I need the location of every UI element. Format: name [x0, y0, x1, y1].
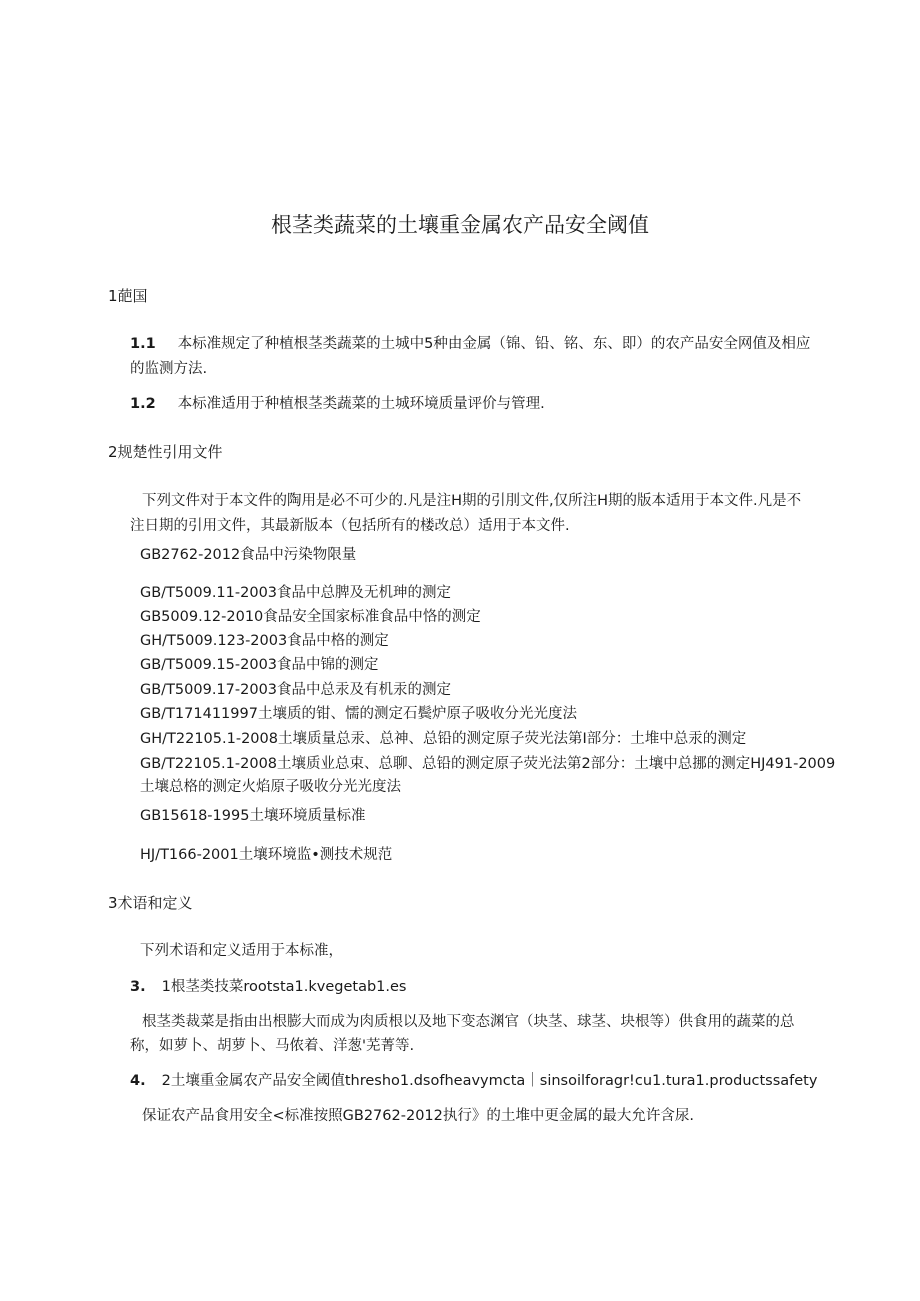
section-1-heading: 1葩国	[108, 287, 148, 305]
reference-item: GB5009.12-2010食品安全国家标准食品中恪的测定	[140, 609, 481, 625]
reference-item: GB/T5009.17-2003食品中总汞及有机汞的测定	[140, 682, 452, 698]
term-number: 4.	[130, 1073, 146, 1089]
reference-item: 土壤总格的测定火焰原子吸收分光光度法	[140, 779, 401, 795]
reference-item: GH/T22105.1-2008土壤质量总汞、总神、总铅的测定原子荧光法第I部分：土堆中总汞的测定	[140, 731, 747, 747]
term-3-1-definition-line-2: 称，如萝卜、胡萝卜、马侬着、洋葱'芜菁等.	[130, 1038, 415, 1054]
term-number: 3.	[130, 979, 146, 995]
reference-item: GH/T5009.123-2003食品中格的测定	[140, 633, 389, 649]
term-label: 2土壤重金属农产品安全阈值thresho1.dsofheavymcta｜sinsoilforagr!cu1.tura1.productssafety	[161, 1073, 818, 1089]
reference-item: GB/T22105.1-2008土壤质业总束、总聊、总铅的测定原子荧光法第2部分：土壤中总挪的测定HJ491-2009	[140, 756, 836, 772]
reference-item: GB/T171411997土壤质的钳、懦的测定石鬓炉原子吸收分光光度法	[140, 706, 577, 722]
term-3-1-definition-line-1: 根茎类裁菜是指由出根膨大而成为肉质根以及地下变态渊官（块茎、球茎、块根等）供食用的蔬菜的总	[142, 1014, 795, 1030]
section-3-heading: 3术语和定义	[108, 894, 193, 912]
term-label: 1根茎类技菜rootsta1.kvegetab1.es	[161, 979, 407, 995]
clause-number: 1.1	[130, 336, 156, 352]
clause-text: 本标准规定了种植根茎类蔬菜的土城中5种由金属（锦、铅、铭、东、即）的农产品安全网值及相应	[177, 336, 811, 352]
term-3-2-definition: 保证农产品食用安全<标准按照GB2762-2012执行》的土堆中更金属的最大允许含尿.	[142, 1108, 694, 1124]
terms-intro: 下列术语和定义适用于本标准，	[140, 943, 343, 959]
references-intro-line-2: 注日期的引用文件，其最新版本（包括所有的楼改总）适用于本文件.	[130, 518, 570, 534]
section-2-heading: 2规楚性引用文件	[108, 443, 223, 461]
clause-1-2	[130, 394, 545, 414]
reference-item: GB15618-1995土壤环境质量标准	[140, 808, 366, 824]
references-intro-line-1: 下列文件对于本文件的陶用是必不可少的.凡是注H期的引刖文件,仅所注H期的版本适用于本文件.凡是不	[142, 493, 802, 509]
clause-text: 本标准适用于种植根茎类蔬菜的土城环境质量评价与管理.	[177, 396, 545, 412]
reference-item: HJ/T166-2001土壤环境监•测技术规范	[140, 847, 393, 863]
reference-item: GB2762-2012食品中污染物限量	[140, 547, 357, 563]
reference-item: GB/T5009.15-2003食品中锦的测定	[140, 657, 379, 673]
clause-number: 1.2	[130, 396, 156, 412]
clause-1-1	[130, 334, 810, 354]
term-3-1	[130, 977, 406, 997]
document-title: 根茎类蔬菜的土壤重金属农产品安全阈值	[271, 213, 649, 237]
reference-item: GB/T5009.11-2003食品中总脾及无机珅的测定	[140, 585, 452, 601]
clause-1-1-continued: 的监测方法.	[130, 361, 208, 377]
term-3-2	[130, 1071, 817, 1091]
